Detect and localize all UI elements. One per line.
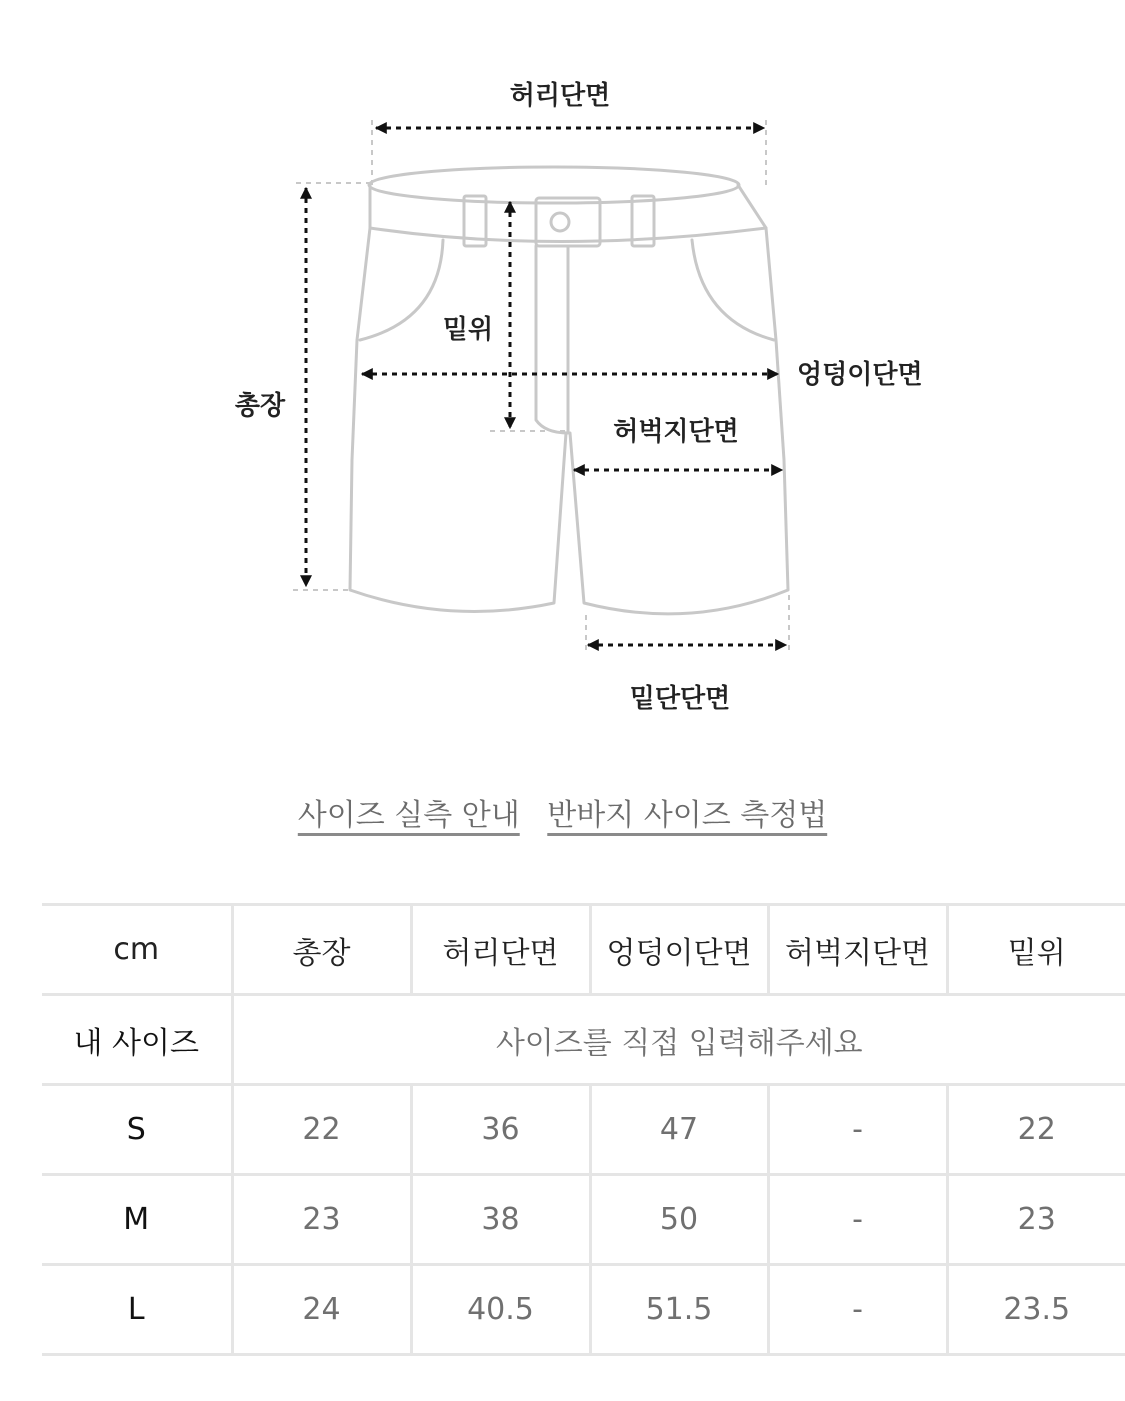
- measurement-arrows: [306, 128, 786, 645]
- hip-label: 엉덩이단면: [797, 360, 923, 390]
- my-size-label: 내 사이즈: [42, 995, 232, 1085]
- unit-header: cm: [42, 905, 232, 995]
- column-header: 밑위: [947, 905, 1125, 995]
- size-guide-link[interactable]: 사이즈 실측 안내: [297, 798, 520, 833]
- shorts-illustration: [350, 167, 788, 614]
- waistband-front: [370, 185, 766, 242]
- table-cell: 50: [590, 1175, 768, 1265]
- table-cell: 47: [590, 1085, 768, 1175]
- pocket-left: [360, 240, 443, 340]
- hem-label: 밑단단면: [629, 684, 731, 714]
- size-label: S: [42, 1085, 232, 1175]
- rise-label: 밑위: [442, 315, 494, 345]
- column-header: 허벅지단면: [768, 905, 947, 995]
- table-cell: 22: [947, 1085, 1125, 1175]
- column-header: 엉덩이단면: [590, 905, 768, 995]
- table-cell: -: [768, 1265, 947, 1355]
- waist-label: 허리단면: [509, 81, 611, 111]
- my-size-row: [42, 995, 1125, 1085]
- guide-links: [0, 790, 1125, 834]
- table-header-row: [42, 905, 1125, 995]
- size-label: L: [42, 1265, 232, 1355]
- table-cell: 36: [411, 1085, 590, 1175]
- table-row: [42, 1175, 1125, 1265]
- measure-guide-link[interactable]: 반바지 사이즈 측정법: [547, 798, 828, 833]
- my-size-input[interactable]: 사이즈를 직접 입력해주세요: [232, 995, 1125, 1085]
- table-row: [42, 1085, 1125, 1175]
- table-cell: 23: [947, 1175, 1125, 1265]
- total-length-label: 총장: [234, 391, 286, 421]
- button-icon: [551, 213, 569, 231]
- table-cell: -: [768, 1085, 947, 1175]
- fly-line: [536, 246, 568, 433]
- size-table: [42, 903, 1125, 1356]
- size-label: M: [42, 1175, 232, 1265]
- table-cell: 22: [232, 1085, 411, 1175]
- column-header: 허리단면: [411, 905, 590, 995]
- column-header: 총장: [232, 905, 411, 995]
- table-cell: 23: [232, 1175, 411, 1265]
- table-row: [42, 1265, 1125, 1355]
- table-cell: 24: [232, 1265, 411, 1355]
- table-cell: 51.5: [590, 1265, 768, 1355]
- thigh-label: 허벅지단면: [613, 417, 739, 447]
- table-cell: 23.5: [947, 1265, 1125, 1355]
- shorts-left-leg: [350, 228, 566, 611]
- pocket-right: [692, 240, 774, 340]
- table-cell: 40.5: [411, 1265, 590, 1355]
- table-cell: 38: [411, 1175, 590, 1265]
- table-cell: -: [768, 1175, 947, 1265]
